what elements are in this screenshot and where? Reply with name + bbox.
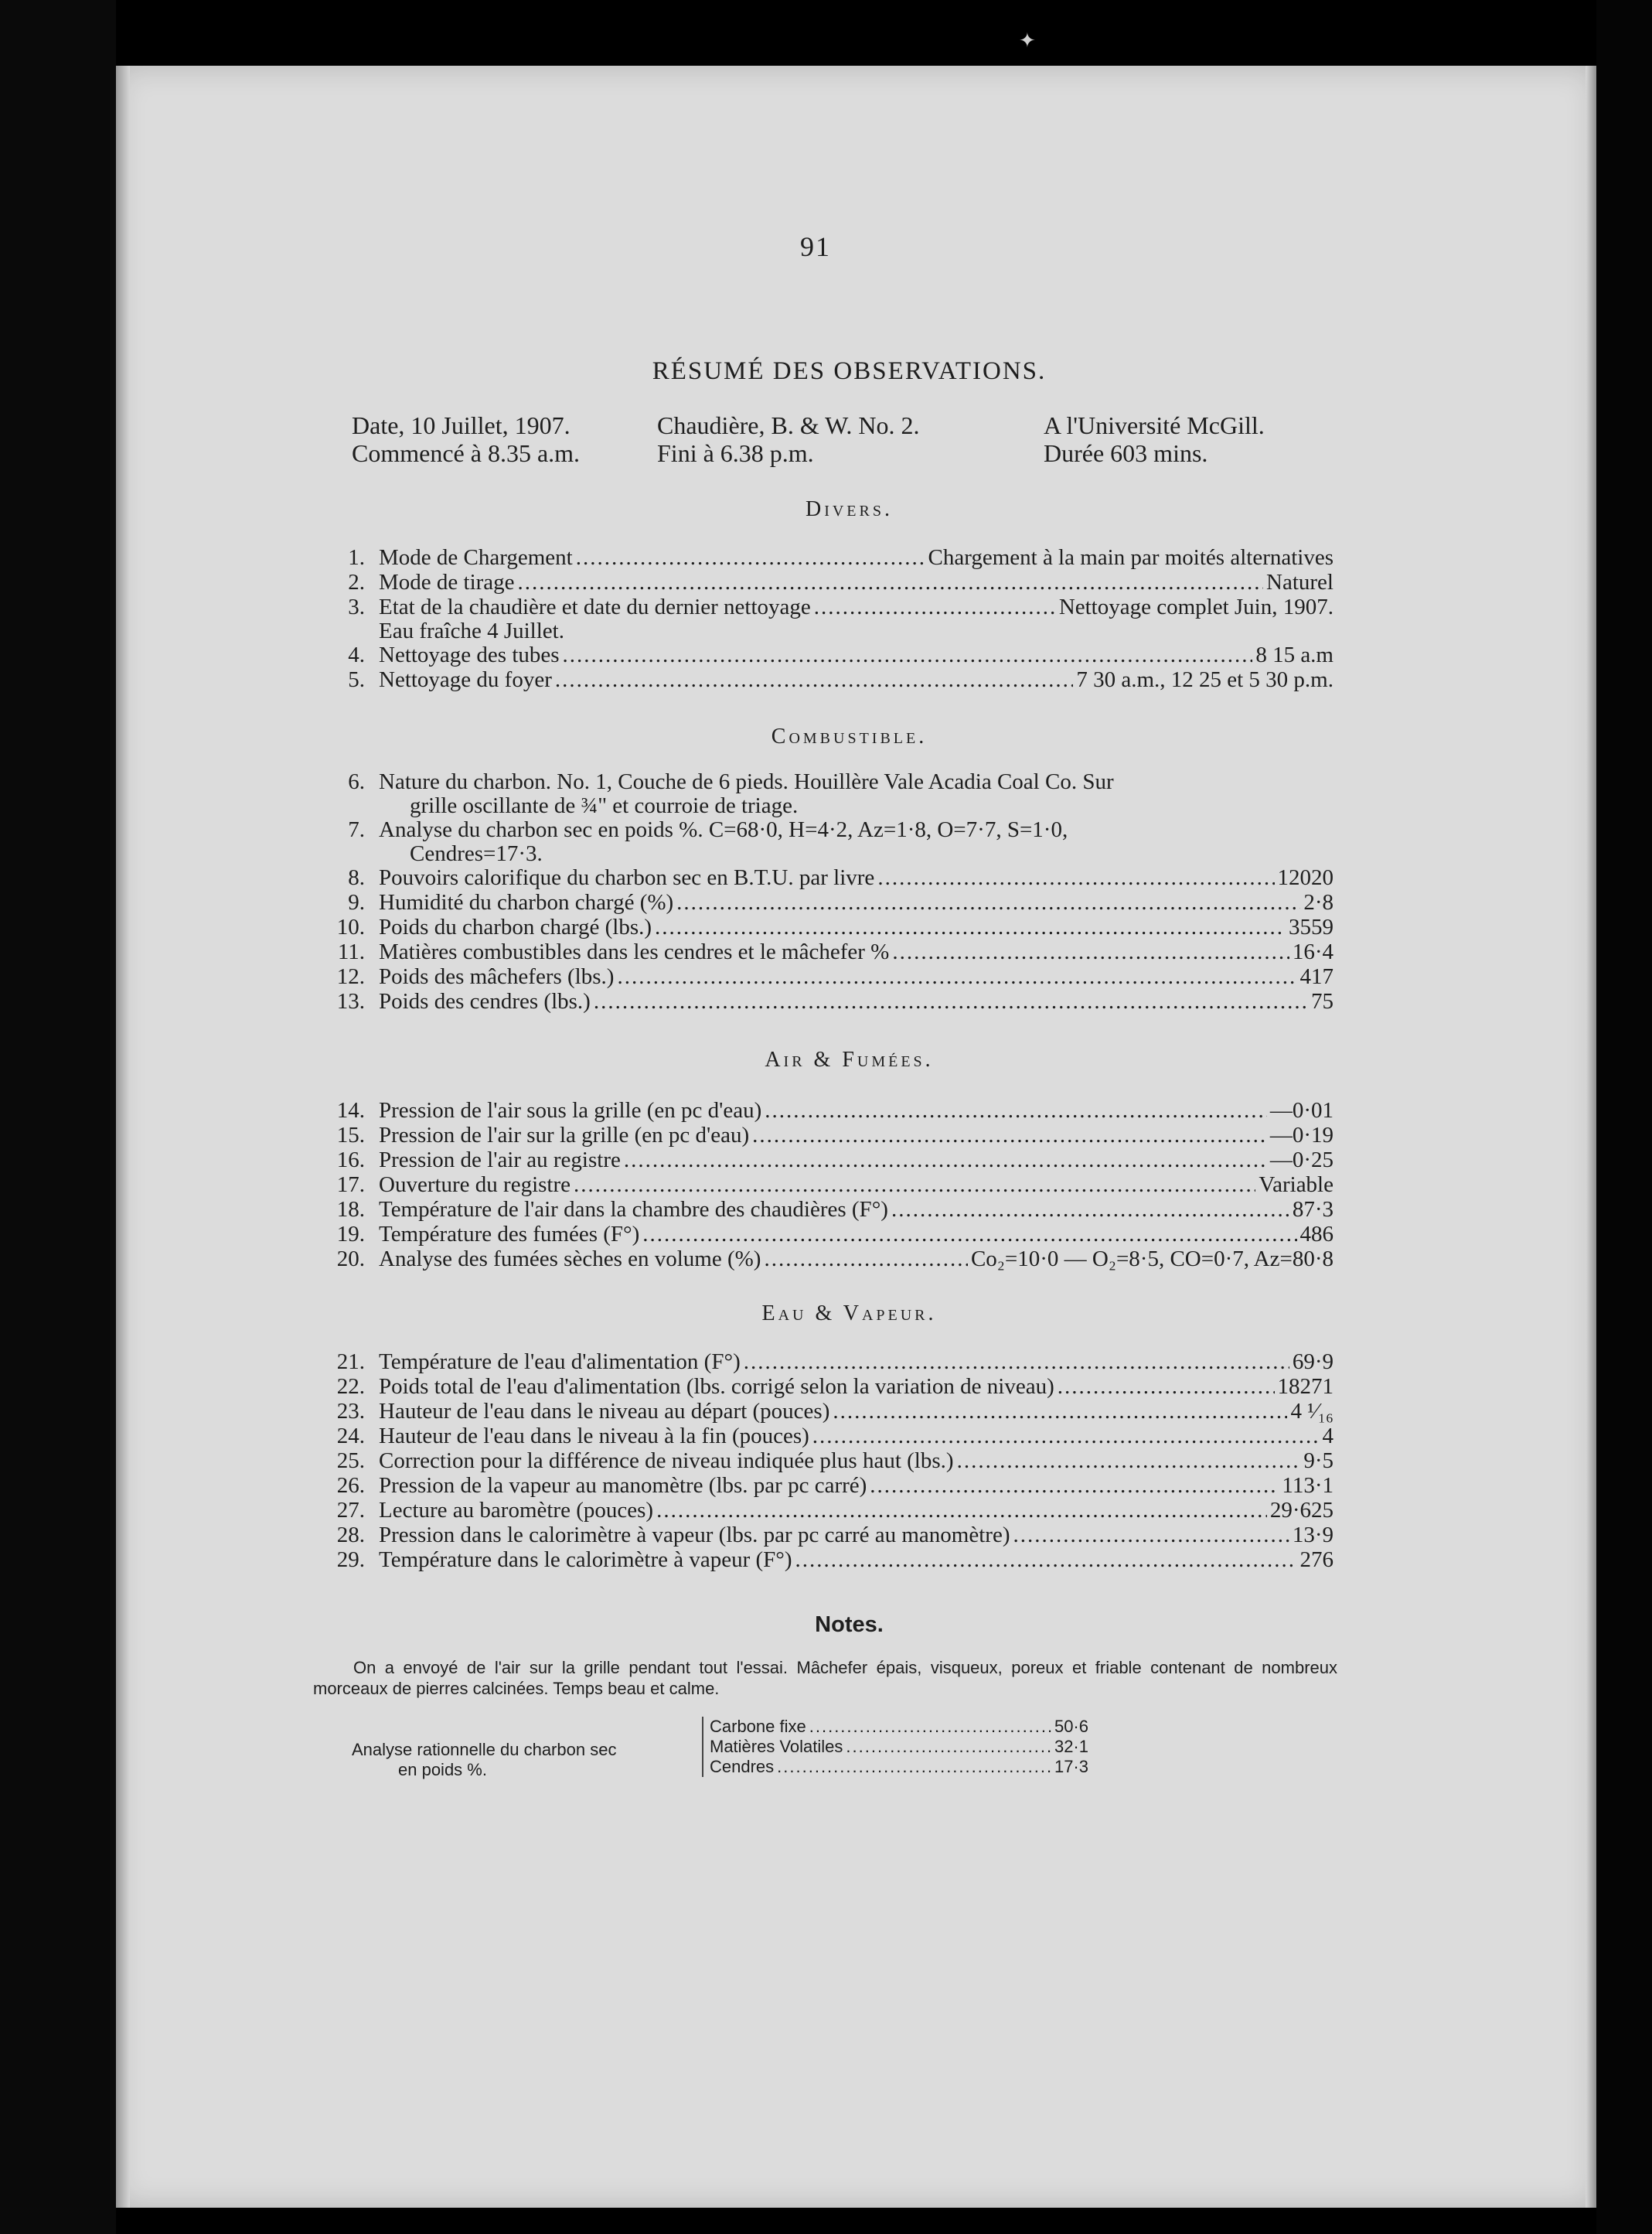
item-value: 13·9 bbox=[1292, 1523, 1334, 1547]
leader-dots bbox=[744, 1349, 1289, 1374]
item-number: 17. bbox=[336, 1172, 365, 1197]
item-label: Nettoyage des tubes bbox=[379, 643, 560, 667]
item-label: Température de l'eau d'alimentation (F°) bbox=[379, 1349, 741, 1374]
item-label: Poids des cendres (lbs.) bbox=[379, 989, 591, 1014]
item-value: 2·8 bbox=[1303, 890, 1334, 915]
item-number: 26. bbox=[336, 1473, 365, 1498]
scan-left-border bbox=[0, 0, 116, 2234]
item-label: Poids du charbon chargé (lbs.) bbox=[379, 915, 652, 940]
leader-dots bbox=[833, 1399, 1287, 1424]
list-item bbox=[309, 545, 1334, 570]
item-value: 29·625 bbox=[1269, 1498, 1334, 1523]
list-item bbox=[309, 1399, 1334, 1424]
item-label: Analyse du charbon sec en poids %. C=68·0, H=4·2, Az=1·8, O=7·7, S=1·0, bbox=[379, 817, 1068, 842]
analysis-item-value: 17·3 bbox=[1054, 1757, 1088, 1776]
analysis-item-value: 50·6 bbox=[1054, 1717, 1088, 1736]
list-item bbox=[309, 940, 1334, 964]
item-number: 27. bbox=[336, 1498, 365, 1523]
list-item bbox=[309, 1349, 1334, 1374]
scan-speck: ✦ bbox=[1019, 29, 1036, 52]
item-label: Poids des mâchefers (lbs.) bbox=[379, 964, 615, 989]
item-number: 2. bbox=[348, 570, 365, 595]
item-label: Correction pour la différence de niveau indiquée plus haut (lbs.) bbox=[379, 1448, 954, 1473]
item-label: Hauteur de l'eau dans le niveau au départ (pouces) bbox=[379, 1399, 830, 1424]
item-value: 8 15 a.m bbox=[1255, 643, 1334, 667]
leader-dots bbox=[624, 1148, 1267, 1172]
item-number: 9. bbox=[348, 890, 365, 915]
list-item bbox=[309, 964, 1334, 989]
section-combustible: Combustible. bbox=[771, 725, 928, 749]
item-value: 486 bbox=[1299, 1222, 1334, 1247]
list-item bbox=[309, 865, 1334, 890]
leader-dots bbox=[846, 1737, 1051, 1757]
list-item bbox=[309, 1197, 1334, 1222]
leader-dots bbox=[1058, 1374, 1275, 1399]
list-item bbox=[309, 1547, 1334, 1572]
list-item bbox=[309, 570, 1334, 595]
list-item bbox=[309, 595, 1334, 619]
item-label: Température dans le calorimètre à vapeur (F°) bbox=[379, 1547, 792, 1572]
item-value: 16·4 bbox=[1292, 940, 1334, 964]
list-item bbox=[309, 989, 1334, 1014]
list-item bbox=[309, 1498, 1334, 1523]
item-continuation: Cendres=17·3. bbox=[410, 841, 543, 866]
item-value: —0·01 bbox=[1269, 1098, 1334, 1123]
item-value: 4 ¹⁄₁₆ bbox=[1290, 1399, 1334, 1424]
leader-dots bbox=[617, 964, 1296, 989]
item-value: Variable bbox=[1259, 1172, 1334, 1197]
section-eau: Eau & Vapeur. bbox=[761, 1301, 937, 1325]
page-number: 91 bbox=[800, 231, 831, 262]
list-item bbox=[309, 1098, 1334, 1123]
item-number: 18. bbox=[336, 1197, 365, 1222]
item-number: 24. bbox=[336, 1424, 365, 1448]
item-value: Co₂=10·0 — O₂=8·5, CO=0·7, Az=80·8 bbox=[970, 1247, 1334, 1271]
item-value: 113·1 bbox=[1282, 1473, 1334, 1498]
page-title: RÉSUMÉ DES OBSERVATIONS. bbox=[652, 357, 1047, 385]
scan-right-border bbox=[1596, 0, 1652, 2234]
item-value: 4 bbox=[1322, 1424, 1334, 1448]
leader-dots bbox=[655, 915, 1286, 940]
list-item bbox=[309, 667, 1334, 692]
leader-dots bbox=[656, 1498, 1267, 1523]
item-label: Pression de la vapeur au manomètre (lbs. par pc carré) bbox=[379, 1473, 867, 1498]
list-item bbox=[710, 1737, 1088, 1757]
analysis-item-label: Cendres bbox=[710, 1757, 775, 1776]
header-date: Date, 10 Juillet, 1907. bbox=[352, 411, 571, 439]
section-divers: Divers. bbox=[805, 497, 893, 521]
list-item bbox=[309, 1247, 1334, 1271]
item-number: 13. bbox=[336, 989, 365, 1014]
item-label: Pouvoirs calorifique du charbon sec en B.T.U. par livre bbox=[379, 865, 875, 890]
leader-dots bbox=[518, 570, 1263, 595]
item-value: 18271 bbox=[1277, 1374, 1334, 1399]
item-label: Pression de l'air sous la grille (en pc d'eau) bbox=[379, 1098, 762, 1123]
item-number: 12. bbox=[336, 964, 365, 989]
header-finished: Fini à 6.38 p.m. bbox=[657, 439, 814, 467]
leader-dots bbox=[563, 643, 1253, 667]
item-value: 69·9 bbox=[1292, 1349, 1334, 1374]
item-label: Analyse des fumées sèches en volume (%) bbox=[379, 1247, 761, 1271]
item-number: 29. bbox=[336, 1547, 365, 1572]
combustible-list bbox=[309, 769, 1334, 1014]
notes-text: On a envoyé de l'air sur la grille pendant tout l'essai. Mâchefer épais, visqueux, poreux et friable contenant de nombreux morceaux de pierres calcinées. Temps beau et calme. bbox=[313, 1658, 1337, 1698]
list-item bbox=[309, 1172, 1334, 1197]
list-item bbox=[710, 1717, 1088, 1737]
leader-dots bbox=[877, 865, 1274, 890]
leader-dots bbox=[777, 1757, 1051, 1777]
analysis-label-line-1: Analyse rationnelle du charbon sec bbox=[352, 1740, 617, 1759]
analysis-label bbox=[352, 1740, 707, 1780]
item-value: 9·5 bbox=[1303, 1448, 1334, 1473]
list-item bbox=[309, 1148, 1334, 1172]
analysis-label-line-2: en poids %. bbox=[398, 1760, 487, 1779]
item-number: 5. bbox=[348, 667, 365, 692]
item-label: Pression de l'air au registre bbox=[379, 1148, 621, 1172]
leader-dots bbox=[576, 545, 925, 570]
item-label: Température des fumées (F°) bbox=[379, 1222, 640, 1247]
leader-dots bbox=[752, 1123, 1267, 1148]
item-value: —0·19 bbox=[1269, 1123, 1334, 1148]
item-value: —0·25 bbox=[1269, 1148, 1334, 1172]
item-number: 7. bbox=[348, 817, 365, 842]
list-item bbox=[309, 1374, 1334, 1399]
item-number: 14. bbox=[336, 1098, 365, 1123]
list-item bbox=[309, 1448, 1334, 1473]
list-item bbox=[309, 1424, 1334, 1448]
item-number: 3. bbox=[348, 595, 365, 619]
header-duration: Durée 603 mins. bbox=[1044, 439, 1208, 467]
item-label: Matières combustibles dans les cendres et le mâchefer % bbox=[379, 940, 890, 964]
leader-dots bbox=[574, 1172, 1255, 1197]
header-row-2 bbox=[352, 439, 1326, 468]
item-number: 25. bbox=[336, 1448, 365, 1473]
air-list bbox=[309, 1098, 1334, 1271]
item-value: Chargement à la main par moités alternatives bbox=[928, 545, 1334, 570]
leader-dots bbox=[764, 1247, 967, 1271]
leader-dots bbox=[676, 890, 1300, 915]
item-continuation: Eau fraîche 4 Juillet. bbox=[379, 619, 564, 643]
list-item bbox=[309, 890, 1334, 915]
header-row-1 bbox=[352, 411, 1326, 440]
eau-list bbox=[309, 1349, 1334, 1572]
item-number: 15. bbox=[336, 1123, 365, 1148]
list-item bbox=[710, 1757, 1088, 1777]
item-value: 12020 bbox=[1277, 865, 1334, 890]
section-air: Air & Fumées. bbox=[765, 1048, 934, 1072]
leader-dots bbox=[814, 595, 1056, 619]
item-value: 75 bbox=[1311, 989, 1334, 1014]
item-label: Hauteur de l'eau dans le niveau à la fin (pouces) bbox=[379, 1424, 809, 1448]
item-value: 87·3 bbox=[1292, 1197, 1334, 1222]
list-item bbox=[309, 1123, 1334, 1148]
list-item bbox=[309, 915, 1334, 940]
item-label: Humidité du charbon chargé (%) bbox=[379, 890, 674, 915]
item-number: 19. bbox=[336, 1222, 365, 1247]
item-number: 8. bbox=[348, 865, 365, 890]
item-value: 7 30 a.m., 12 25 et 5 30 p.m. bbox=[1076, 667, 1334, 692]
header-place: A l'Université McGill. bbox=[1044, 411, 1265, 439]
item-number: 23. bbox=[336, 1399, 365, 1424]
leader-dots bbox=[812, 1424, 1320, 1448]
item-value: 417 bbox=[1299, 964, 1334, 989]
list-item bbox=[309, 1473, 1334, 1498]
item-label: Poids total de l'eau d'alimentation (lbs. corrigé selon la variation de niveau) bbox=[379, 1374, 1054, 1399]
item-value: 276 bbox=[1299, 1547, 1334, 1572]
analysis-list bbox=[702, 1717, 1088, 1777]
item-value: Naturel bbox=[1266, 570, 1334, 595]
item-value: 3559 bbox=[1289, 915, 1334, 940]
item-label: Température de l'air dans la chambre des chaudières (F°) bbox=[379, 1197, 888, 1222]
item-value: Nettoyage complet Juin, 1907. bbox=[1058, 595, 1334, 619]
item-number: 20. bbox=[336, 1247, 365, 1271]
leader-dots bbox=[555, 667, 1073, 692]
item-number: 10. bbox=[336, 915, 365, 940]
leader-dots bbox=[795, 1547, 1297, 1572]
leader-dots bbox=[892, 940, 1289, 964]
item-number: 21. bbox=[336, 1349, 365, 1374]
item-label: Lecture au baromètre (pouces) bbox=[379, 1498, 654, 1523]
leader-dots bbox=[809, 1717, 1051, 1737]
analysis-item-label: Carbone fixe bbox=[710, 1717, 806, 1736]
leader-dots bbox=[765, 1098, 1267, 1123]
item-number: 6. bbox=[348, 769, 365, 794]
header-started: Commencé à 8.35 a.m. bbox=[352, 439, 581, 467]
item-number: 11. bbox=[337, 940, 365, 964]
item-label: Nature du charbon. No. 1, Couche de 6 pieds. Houillère Vale Acadia Coal Co. Sur bbox=[379, 769, 1114, 794]
analysis-item-label: Matières Volatiles bbox=[710, 1737, 843, 1756]
list-item bbox=[309, 643, 1334, 667]
item-label: Ouverture du registre bbox=[379, 1172, 571, 1197]
item-continuation: grille oscillante de ¾" et courroie de triage. bbox=[410, 793, 799, 818]
header-boiler: Chaudière, B. & W. No. 2. bbox=[657, 411, 920, 439]
list-item bbox=[309, 1222, 1334, 1247]
list-item bbox=[309, 1523, 1334, 1547]
item-label: Etat de la chaudière et date du dernier nettoyage bbox=[379, 595, 811, 619]
item-number: 4. bbox=[348, 643, 365, 667]
analysis-item-value: 32·1 bbox=[1054, 1737, 1088, 1756]
item-label: Pression de l'air sur la grille (en pc d'eau) bbox=[379, 1123, 750, 1148]
leader-dots bbox=[642, 1222, 1296, 1247]
list-item bbox=[309, 769, 1334, 794]
item-number: 1. bbox=[348, 545, 365, 570]
leader-dots bbox=[594, 989, 1308, 1014]
item-label: Pression dans le calorimètre à vapeur (lbs. par pc carré au manomètre) bbox=[379, 1523, 1010, 1547]
notes-heading: Notes. bbox=[815, 1612, 884, 1637]
item-number: 22. bbox=[336, 1374, 365, 1399]
item-label: Nettoyage du foyer bbox=[379, 667, 552, 692]
divers-list bbox=[309, 545, 1334, 692]
leader-dots bbox=[957, 1448, 1301, 1473]
item-number: 28. bbox=[336, 1523, 365, 1547]
leader-dots bbox=[870, 1473, 1279, 1498]
list-item bbox=[309, 817, 1334, 842]
item-label: Mode de tirage bbox=[379, 570, 515, 595]
item-label: Mode de Chargement bbox=[379, 545, 573, 570]
leader-dots bbox=[1013, 1523, 1289, 1547]
item-number: 16. bbox=[336, 1148, 365, 1172]
leader-dots bbox=[891, 1197, 1289, 1222]
